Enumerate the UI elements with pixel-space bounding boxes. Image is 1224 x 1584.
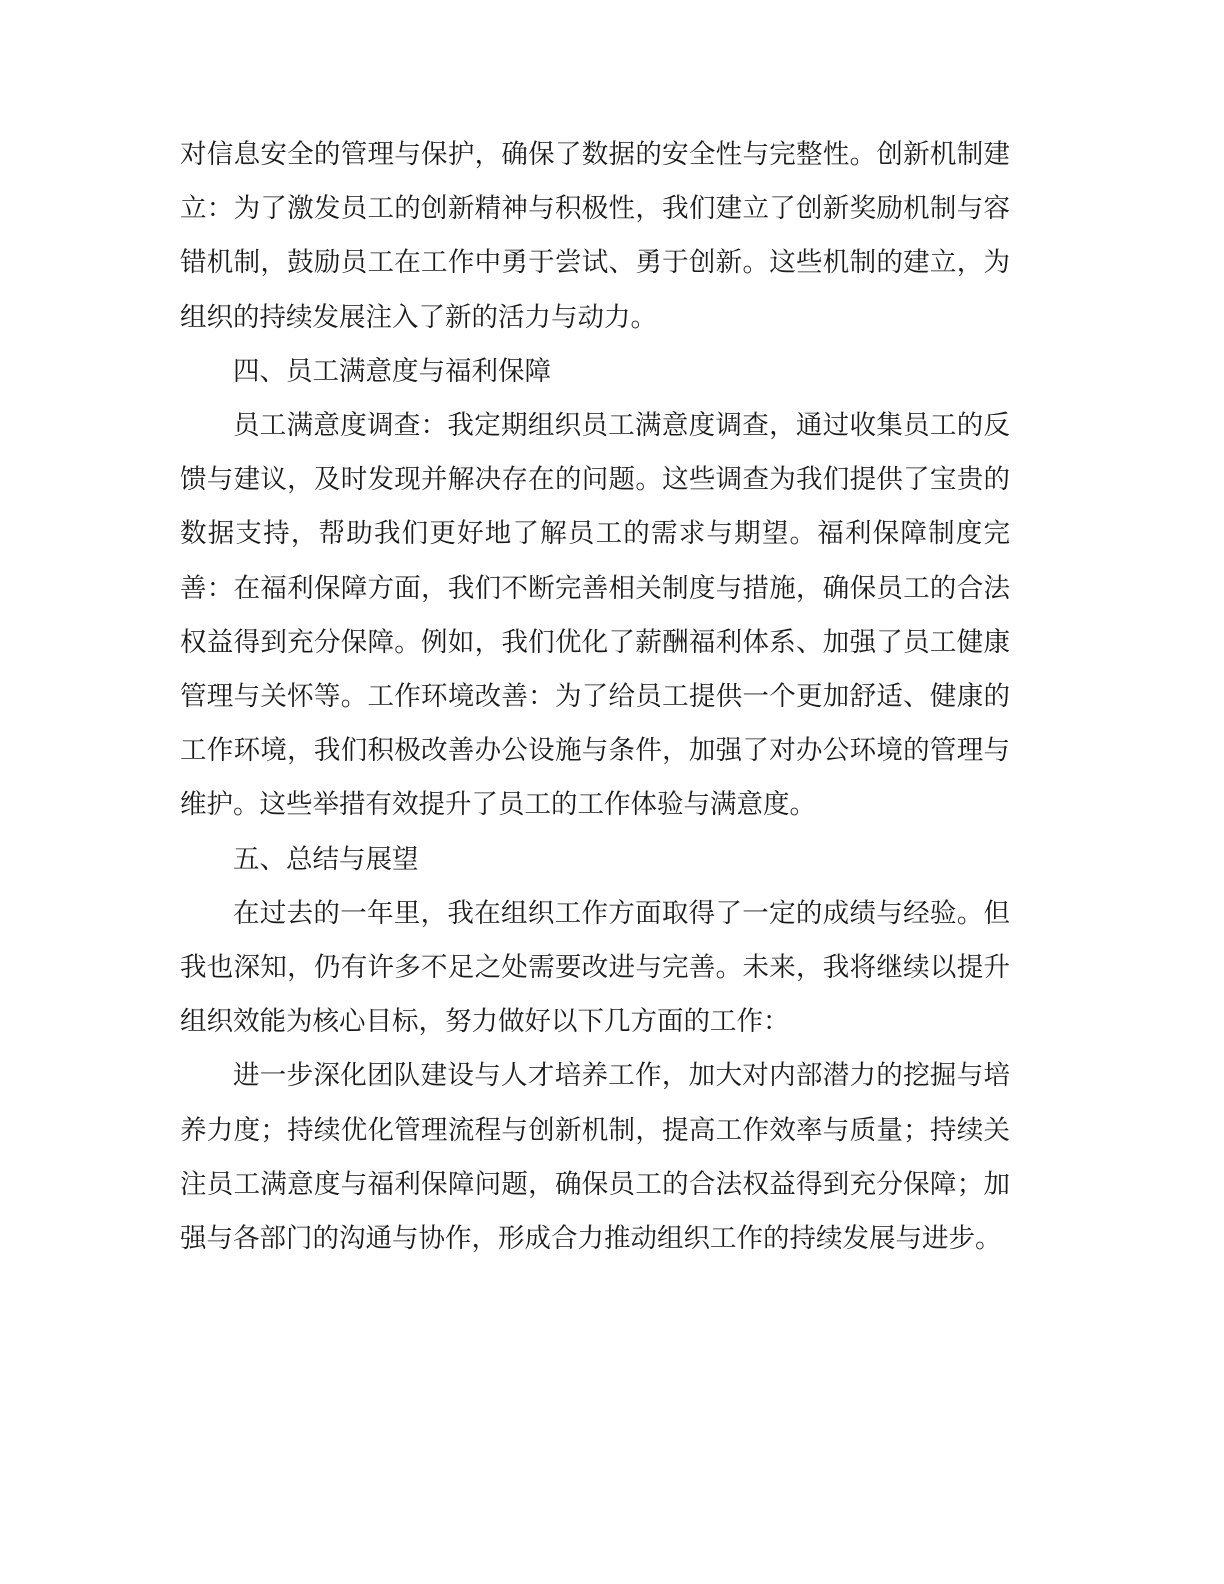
section-heading-4: 四、员工满意度与福利保障 — [233, 355, 551, 387]
section-heading-5: 五、总结与展望 — [233, 843, 419, 875]
paragraph-continuation: 对信息安全的管理与保护，确保了数据的安全性与完整性。创新机制建立：为了激发员工的创新精神与积极性，我们建立了创新奖励机制与容错机制，鼓励员工在工作中勇于尝试、勇于创新。这些机制的建立，为组织的持续发展注入了新的活力与动力。 — [180, 139, 1010, 333]
document-page — [180, 128, 1010, 1266]
paragraph-summary: 在过去的一年里，我在组织工作方面取得了一定的成绩与经验。但我也深知，仍有许多不足之处需要改进与完善。未来，我将继续以提升组织效能为核心目标，努力做好以下几方面的工作： — [180, 897, 1010, 1038]
paragraph-employee-satisfaction: 员工满意度调查：我定期组织员工满意度调查，通过收集员工的反馈与建议，及时发现并解决存在的问题。这些调查为我们提供了宝贵的数据支持，帮助我们更好地了解员工的需求与期望。福利保障制度完善：在福利保障方面，我们不断完善相关制度与措施，确保员工的合法权益得到充分保障。例如，我们优化了薪酬福利体系、加强了员工健康管理与关怀等。工作环境改善：为了给员工提供一个更加舒适、健康的工作环境，我们积极改善办公设施与条件，加强了对办公环境的管理与维护。这些举措有效提升了员工的工作体验与满意度。 — [180, 410, 1010, 821]
paragraph-outlook: 进一步深化团队建设与人才培养工作，加大对内部潜力的挖掘与培养力度；持续优化管理流程与创新机制，提高工作效率与质量；持续关注员工满意度与福利保障问题，确保员工的合法权益得到充分保障；加强与各部门的沟通与协作，形成合力推动组织工作的持续发展与进步。 — [180, 1060, 1010, 1255]
